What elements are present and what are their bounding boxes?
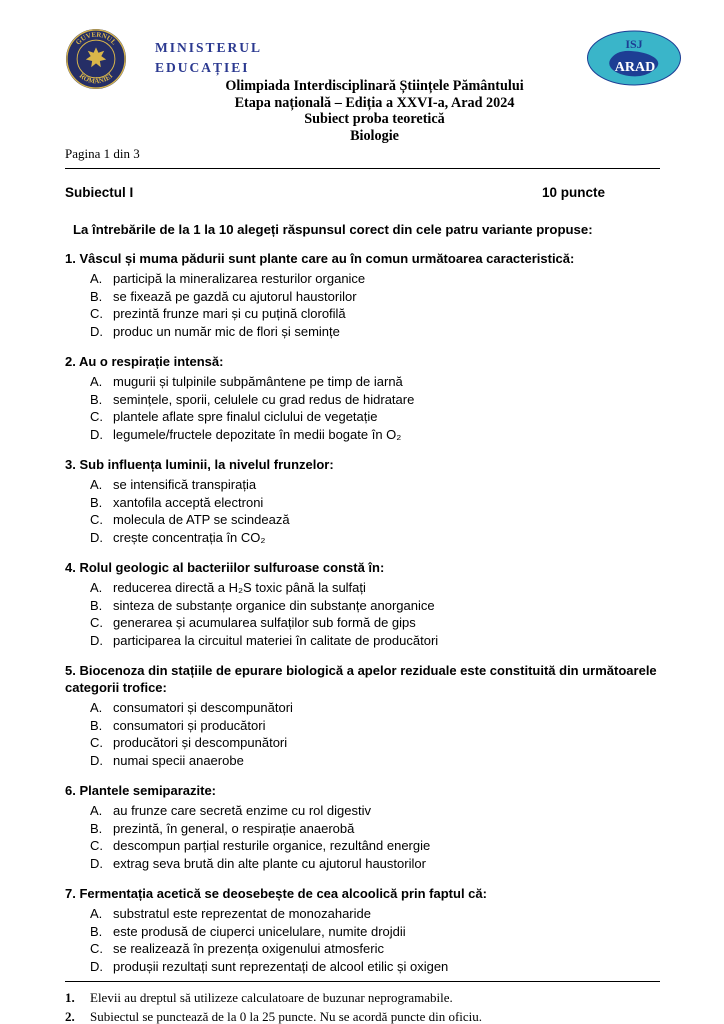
- footer-note: [65, 988, 684, 1007]
- document-footer: [65, 975, 684, 1024]
- option-letter: C.: [90, 615, 103, 630]
- option-row: [90, 373, 684, 391]
- option-row: [90, 529, 684, 547]
- question-heading: 7. Fermentația acetică se deosebește de cea alcoolică prin faptul că:: [65, 886, 487, 901]
- option-text: prezintă frunze mari și cu puțină clorofilă: [113, 306, 346, 321]
- option-letter: B.: [90, 717, 103, 733]
- instructions: La întrebările de la 1 la 10 alegeți răspunsul corect din cele patru variante propuse:: [73, 222, 593, 237]
- option-letter: D.: [90, 529, 103, 545]
- option-letter: D.: [90, 323, 103, 339]
- option-letter: A.: [90, 700, 103, 715]
- option-text: plantele aflate spre finalul ciclului de vegetație: [113, 409, 378, 424]
- option-letter: B.: [90, 923, 103, 939]
- option-text: extrag seva brută din alte plante cu ajutorul haustorilor: [113, 855, 426, 871]
- option-row: [90, 855, 684, 873]
- question-block: [65, 250, 684, 340]
- document-title-line-3: Subiect proba teoretică: [304, 111, 445, 127]
- option-text: numai specii anaerobe: [113, 752, 244, 768]
- option-row: [90, 752, 684, 770]
- option-text: produc un număr mic de flori și semințe: [113, 323, 340, 339]
- government-coat-of-arms-icon: [65, 28, 127, 90]
- government-logo-group: [65, 28, 262, 90]
- question-block: [65, 353, 684, 443]
- option-letter: C.: [90, 941, 103, 956]
- option-row: [90, 958, 684, 976]
- isj-logo-text-top: ISJ: [625, 37, 643, 51]
- option-row: [90, 614, 684, 632]
- question-block: [65, 782, 684, 872]
- page-indicator: Pagina 1 din 3: [65, 146, 140, 161]
- footer-note-text: Elevii au dreptul să utilizeze calculatoare de buzunar neprogramabile.: [90, 990, 453, 1005]
- ministry-name-line1: MINISTERUL: [155, 40, 263, 55]
- option-letter: C.: [90, 838, 103, 853]
- option-letter: A.: [90, 477, 103, 492]
- option-text: se realizează în prezența oxigenului atmosferic: [113, 941, 384, 956]
- option-text: crește concentrația în CO₂: [113, 529, 266, 545]
- option-letter: B.: [90, 391, 103, 407]
- option-row: [90, 734, 684, 752]
- option-row: [90, 923, 684, 941]
- footer-note-text: Subiectul se punctează de la 0 la 25 puncte. Nu se acordă puncte din oficiu.: [90, 1009, 483, 1024]
- option-text: consumatori și producători: [113, 717, 266, 733]
- option-letter: C.: [90, 735, 103, 750]
- question-heading: 1. Vâscul și muma pădurii sunt plante care au în comun următoarea caracteristică:: [65, 251, 575, 266]
- document-title-line-1: Olimpiada Interdisciplinară Științele Pământului: [225, 78, 524, 94]
- subject-label: Subiectul I: [65, 185, 134, 200]
- option-row: [90, 476, 684, 494]
- option-text: sinteza de substanțe organice din substanțe anorganice: [113, 597, 435, 613]
- option-row: [90, 632, 684, 650]
- gov-logo-top-text: GUVERNUL: [74, 30, 118, 47]
- option-text: consumatori și descompunători: [113, 700, 293, 715]
- option-row: [90, 820, 684, 838]
- option-text: molecula de ATP se scindează: [113, 512, 290, 527]
- document-header: [65, 26, 684, 162]
- option-text: mugurii și tulpinile subpământene pe timp de iarnă: [113, 374, 403, 389]
- option-row: [90, 699, 684, 717]
- option-letter: C.: [90, 409, 103, 424]
- question-heading: 5. Biocenoza din stațiile de epurare biologică a apelor reziduale este constituită din următoarele categorii trofice:: [65, 663, 657, 695]
- option-text: substratul este reprezentat de monozaharide: [113, 906, 371, 921]
- option-text: participă la mineralizarea resturilor organice: [113, 271, 366, 286]
- subject-points: 10 puncte: [541, 185, 605, 200]
- question-block: [65, 559, 684, 649]
- option-row: [90, 426, 684, 444]
- option-row: [90, 305, 684, 323]
- option-row: [90, 597, 684, 615]
- option-row: [90, 579, 684, 597]
- option-text: se intensifică transpirația: [113, 477, 257, 492]
- exam-body: [65, 169, 684, 975]
- question-heading: 2. Au o respirație intensă:: [65, 354, 224, 369]
- question-heading: 4. Rolul geologic al bacteriilor sulfuroase constă în:: [65, 560, 385, 575]
- option-letter: B.: [90, 597, 103, 613]
- footer-note-number: 2.: [65, 1009, 75, 1024]
- document-title-line-2: Etapa națională – Ediția a XXVI-a, Arad 2024: [234, 94, 515, 111]
- option-row: [90, 494, 684, 512]
- option-row: [90, 511, 684, 529]
- option-letter: B.: [90, 288, 103, 304]
- option-letter: D.: [90, 752, 103, 768]
- option-letter: D.: [90, 426, 103, 442]
- question-block: [65, 885, 684, 975]
- option-letter: B.: [90, 494, 103, 510]
- option-letter: A.: [90, 374, 103, 389]
- option-row: [90, 391, 684, 409]
- option-text: xantofila acceptă electroni: [113, 494, 264, 510]
- option-row: [90, 717, 684, 735]
- option-row: [90, 270, 684, 288]
- option-letter: A.: [90, 803, 103, 818]
- option-text: au frunze care secretă enzime cu rol digestiv: [113, 803, 371, 818]
- option-text: este produsă de ciuperci unicelulare, numite drojdii: [113, 923, 406, 939]
- option-letter: B.: [90, 820, 103, 836]
- option-text: generarea și acumularea sulfaților sub formă de gips: [113, 615, 416, 630]
- option-letter: D.: [90, 632, 103, 648]
- option-letter: C.: [90, 512, 103, 527]
- subject-row: [65, 185, 660, 200]
- option-text: participarea la circuitul materiei în calitate de producători: [113, 632, 439, 648]
- option-row: [90, 940, 684, 958]
- question-block: [65, 456, 684, 546]
- option-row: [90, 802, 684, 820]
- isj-arad-logo: [586, 30, 682, 87]
- option-row: [90, 288, 684, 306]
- option-text: legumele/fructele depozitate în medii bogate în O₂: [113, 426, 402, 442]
- option-letter: A.: [90, 906, 103, 921]
- option-row: [90, 837, 684, 855]
- question-heading: 3. Sub influența luminii, la nivelul frunzelor:: [65, 457, 334, 472]
- footer-note-number: 1.: [65, 990, 75, 1005]
- option-text: producători și descompunători: [113, 735, 288, 750]
- ministry-name: [155, 38, 262, 79]
- isj-logo-text-bottom: ARAD: [614, 60, 656, 75]
- option-row: [90, 323, 684, 341]
- option-text: semințele, sporii, celulele cu grad redus de hidratare: [113, 391, 415, 407]
- option-row: [90, 905, 684, 923]
- document-title-line-4: Biologie: [350, 127, 399, 144]
- question-heading: 6. Plantele semiparazite:: [65, 783, 217, 798]
- option-letter: C.: [90, 306, 103, 321]
- footer-divider: [65, 981, 660, 982]
- option-letter: A.: [90, 271, 103, 286]
- footer-note: [65, 1007, 684, 1024]
- option-text: descompun parțial resturile organice, rezultând energie: [113, 838, 431, 853]
- ministry-name-line2: EDUCAȚIEI: [155, 60, 250, 76]
- option-letter: A.: [90, 580, 103, 595]
- option-text: reducerea directă a H₂S toxic până la sulfați: [113, 580, 366, 595]
- option-letter: D.: [90, 855, 103, 871]
- option-row: [90, 408, 684, 426]
- option-text: produșii rezultați sunt reprezentați de alcool etilic și oxigen: [113, 958, 449, 974]
- option-letter: D.: [90, 958, 103, 974]
- gov-logo-bottom-text: ROMÂNIEI: [77, 71, 115, 86]
- question-block: [65, 662, 684, 769]
- option-text: prezintă, în general, o respirație anaerobă: [113, 820, 355, 836]
- option-text: se fixează pe gazdă cu ajutorul haustorilor: [113, 288, 357, 304]
